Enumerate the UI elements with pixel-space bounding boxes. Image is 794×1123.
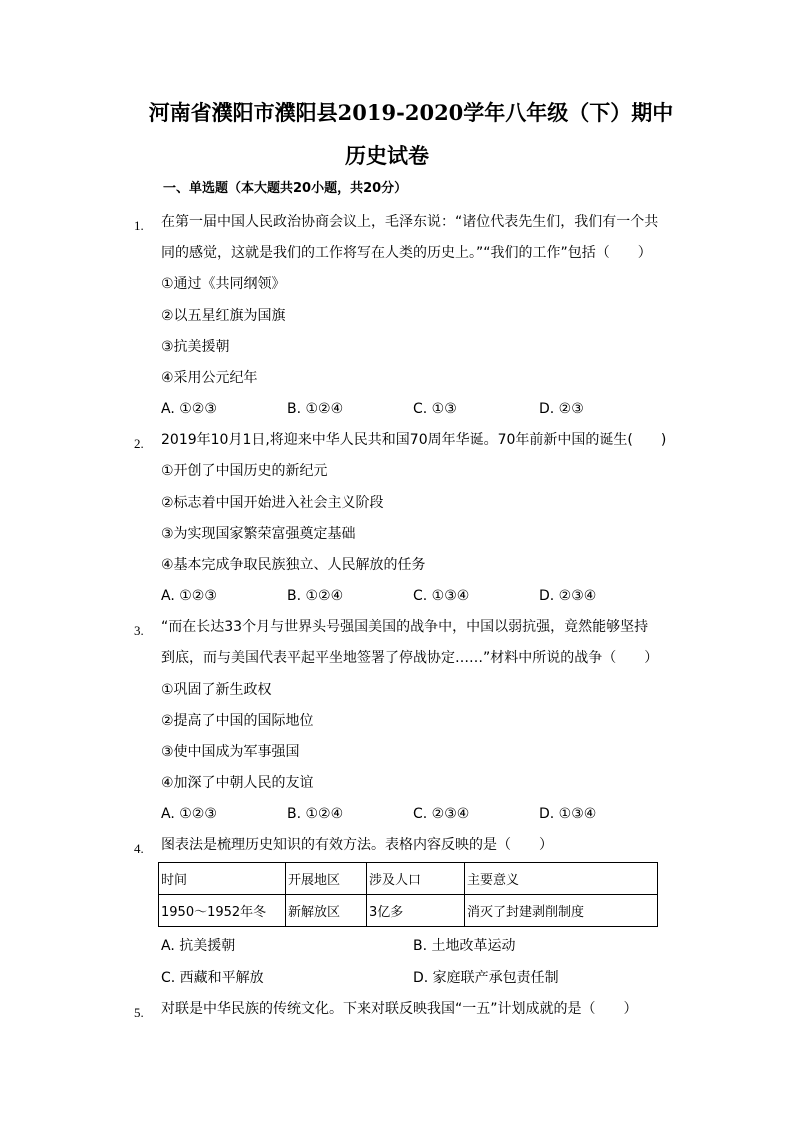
answer-option: C. ①③ [413, 401, 457, 417]
question-item: ④加深了中朝人民的友谊 [161, 775, 314, 791]
answer-option: A. ①②③ [161, 806, 217, 822]
data-table [158, 862, 658, 927]
answer-option: D. 家庭联产承包责任制 [413, 970, 559, 986]
question-number: 4. [134, 841, 144, 856]
answer-option: A. ①②③ [161, 588, 217, 604]
question-stem: 在第一届中国人民政治协商会议上，毛泽东说：“诸位代表先生们，我们有一个共 [161, 214, 659, 230]
table-cell: 1950～1952年冬 [159, 895, 286, 927]
answer-option: D. ①③④ [539, 806, 597, 822]
answer-option: C. ①③④ [413, 588, 470, 604]
table-header-row [159, 863, 658, 895]
page-title: 河南省濮阳市濮阳县2019-2020学年八年级（下）期中 [148, 100, 674, 125]
answer-option: A. 抗美援朝 [161, 938, 236, 954]
question-item: ④采用公元纪年 [161, 370, 258, 386]
answer-option: B. 土地改革运动 [413, 938, 516, 954]
question-stem: “而在长达33个月与世界头号强国美国的战争中，中国以弱抗强，竟然能够坚持 [161, 619, 649, 635]
question-item: ①开创了中国历史的新纪元 [161, 463, 328, 479]
question-number: 5. [134, 1005, 144, 1020]
table-cell: 消灭了封建剥削制度 [465, 895, 658, 927]
question-item: ②标志着中国开始进入社会主义阶段 [161, 495, 384, 511]
question-item: ③抗美援朝 [161, 339, 230, 355]
table-cell: 新解放区 [286, 895, 367, 927]
table-header-cell: 主要意义 [465, 863, 658, 895]
question-item: ①通过《共同纲领》 [161, 276, 286, 292]
question-number: 2. [134, 436, 144, 451]
question-number: 3. [134, 623, 144, 638]
question-item: ②提高了中国的国际地位 [161, 713, 314, 729]
answer-option: A. ①②③ [161, 401, 217, 417]
answer-option: B. ①②④ [287, 806, 344, 822]
question-item: ①巩固了新生政权 [161, 682, 272, 698]
question-item: ②以五星红旗为国旗 [161, 308, 286, 324]
question-stem: 图表法是梳理历史知识的有效方法。表格内容反映的是（ ） [161, 837, 553, 853]
question-number: 1. [134, 218, 144, 233]
table-header-cell: 涉及人口 [367, 863, 465, 895]
answer-option: D. ②③④ [539, 588, 597, 604]
answer-option: D. ②③ [539, 401, 584, 417]
table-row [159, 895, 658, 927]
answer-option: C. ②③④ [413, 806, 470, 822]
question-stem: 2019年10月1日,将迎来中华人民共和国70周年华诞。70年前新中国的诞生( ) [161, 432, 667, 448]
question-stem: 同的感觉，这就是我们的工作将写在人类的历史上。”“我们的工作”包括（ ） [161, 245, 652, 261]
question-item: ③为实现国家繁荣富强奠定基础 [161, 526, 356, 542]
answer-option: B. ①②④ [287, 588, 344, 604]
answer-option: C. 西藏和平解放 [161, 970, 264, 986]
question-stem: 对联是中华民族的传统文化。下来对联反映我国“一五”计划成就的是（ ） [161, 1001, 638, 1017]
section-header: 一、单选题（本大题共20小题，共20分） [163, 181, 408, 196]
answer-option: B. ①②④ [287, 401, 344, 417]
question-stem: 到底，而与美国代表平起平坐地签署了停战协定……”材料中所说的战争（ ） [161, 650, 659, 666]
table-header-cell: 时间 [159, 863, 286, 895]
table-header-cell: 开展地区 [286, 863, 367, 895]
question-item: ④基本完成争取民族独立、人民解放的任务 [161, 557, 426, 573]
table-cell: 3亿多 [367, 895, 465, 927]
page-subtitle: 历史试卷 [345, 143, 429, 168]
question-item: ③使中国成为军事强国 [161, 744, 300, 760]
